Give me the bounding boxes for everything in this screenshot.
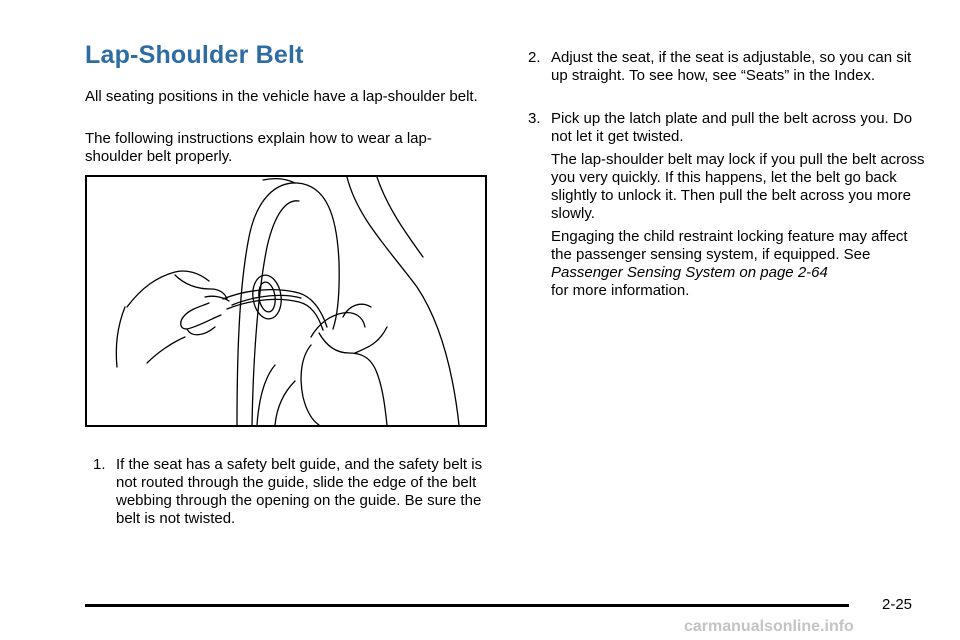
step-number: 1.	[93, 456, 106, 473]
step-number: 2.	[528, 49, 541, 66]
step-number: 3.	[528, 110, 541, 127]
child-restraint-note	[551, 228, 927, 300]
lap-shoulder-belt-illustration-icon	[87, 177, 485, 425]
note-text: Engaging the child restraint locking feature may affect the passenger sensing system, if equipped. See	[551, 228, 908, 263]
belt-lock-note: The lap-shoulder belt may lock if you pull the belt across you very quickly. If this happens, let the belt go back slightly to unlock it. Then pull the belt across you more slowly.	[551, 151, 925, 222]
step-text: If the seat has a safety belt guide, and the safety belt is not routed through the guide, slide the edge of the belt webbing through the opening on the guide. Be sure the belt is not twisted.	[116, 456, 483, 527]
footer-rule	[85, 604, 849, 607]
step-text: Adjust the seat, if the seat is adjustable, so you can sit up straight. To see how, see “Seats” in the Index.	[551, 49, 912, 84]
intro-paragraph: All seating positions in the vehicle have a lap-shoulder belt.	[85, 88, 478, 105]
cross-reference-link[interactable]: Passenger Sensing System on page 2-64	[551, 264, 828, 281]
note-text-end: for more information.	[551, 282, 690, 299]
section-title: Lap-Shoulder Belt	[85, 41, 304, 69]
step-text: Pick up the latch plate and pull the belt across you. Do not let it get twisted.	[551, 110, 913, 145]
instructions-paragraph: The following instructions explain how to wear a lap-shoulder belt properly.	[85, 130, 432, 165]
belt-illustration-frame	[85, 175, 487, 427]
watermark-text: carmanualsonline.info	[684, 618, 854, 635]
page-number: 2-25	[882, 596, 913, 613]
